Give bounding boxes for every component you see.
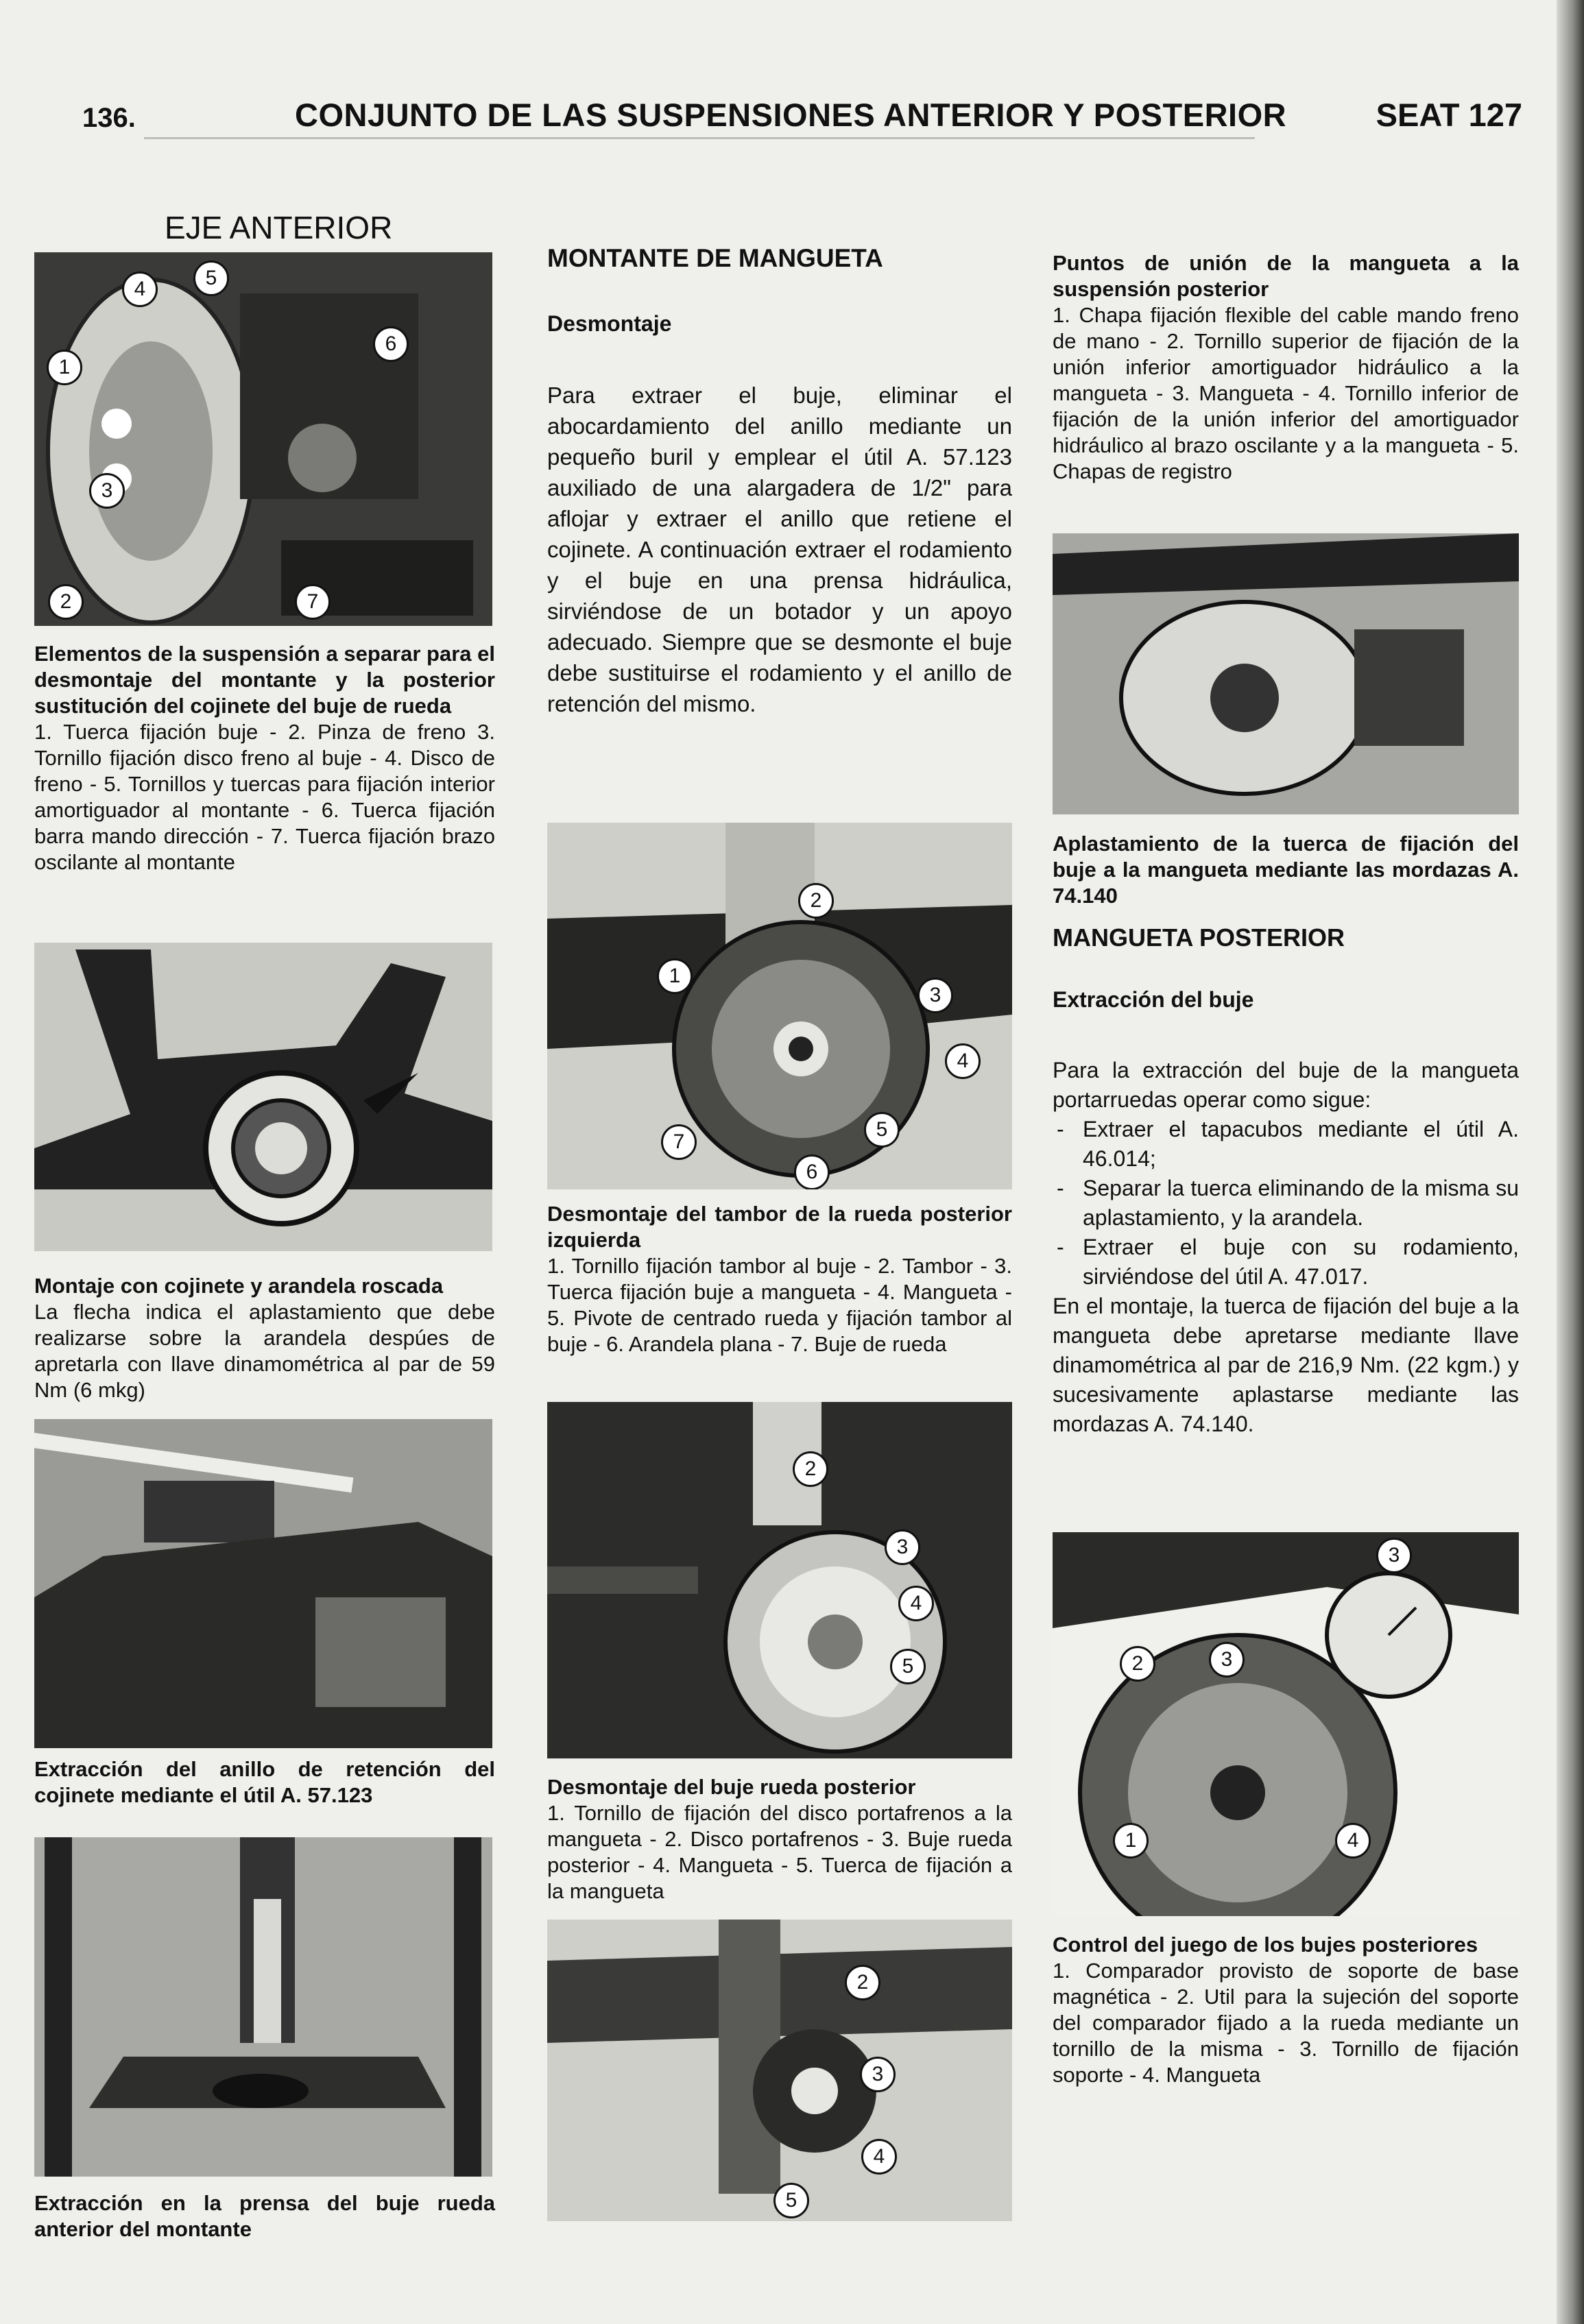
paragraph-desmontaje: Para extraer el buje, eliminar el abocardamiento del anillo mediante un pequeño buril y emplear el útil A. 57.123 auxiliado de una alargadera de 1/2" para aflojar y extraer el anillo que retiene el cojinete. A continuación extraer el rodamiento y el buje en una prensa hidráulica, sirviéndose de un botador y un apoyo adecuado. Siempre que se desmonte el buje debe sustituirse el rodamiento y el anillo de retención del mismo.: [547, 383, 1012, 716]
photo-nut-staking-drawing: [1053, 533, 1519, 814]
callout-6: 6: [794, 1154, 830, 1189]
callout-1: 1: [657, 958, 693, 994]
callout-4: 4: [122, 271, 158, 307]
photo-knuckle-rear-drawing: [547, 1920, 1012, 2221]
page-header: [82, 96, 1522, 151]
page-title: CONJUNTO DE LAS SUSPENSIONES ANTERIOR Y POSTERIOR: [295, 97, 1287, 133]
caption-hub-removal-text: 1. Tornillo de fijación del disco portafrenos a la mangueta - 2. Disco portafrenos - 3. Buje rueda posterior - 4. Mangueta - 5. Tuerca de fijación a la mangueta: [547, 1801, 1012, 1903]
step-item: - Extraer el tapacubos mediante el útil A. 46.014;: [1053, 1115, 1519, 1174]
caption-hub-removal-title: Desmontaje del buje rueda posterior: [547, 1775, 916, 1799]
header-rule: [144, 137, 1255, 139]
caption-ring-extraction-title: Extracción del anillo de retención del cojinete mediante el útil A. 57.123: [34, 1757, 495, 1807]
photo-ring-extraction: [34, 1419, 492, 1748]
caption-bearing-mount-text: La flecha indica el aplastamiento que debe realizarse sobre la arandela despúes de apretarla con llave dinamométrica al par de 59 Nm (6 mkg): [34, 1300, 495, 1402]
callout-2: 2: [845, 1965, 880, 2000]
intro-text: Para la extracción del buje de la mangueta portarruedas operar como sigue:: [1053, 1058, 1519, 1112]
photo-bearing-play-check-drawing: [1053, 1532, 1519, 1916]
caption-press-extraction-title: Extracción en la prensa del buje rueda anterior del montante: [34, 2191, 495, 2241]
callout-5: 5: [890, 1649, 926, 1684]
callout-4: 4: [945, 1043, 981, 1079]
callout-3b: 3: [1209, 1642, 1245, 1678]
callout-7: 7: [661, 1124, 697, 1160]
page-number: 136.: [82, 103, 136, 133]
caption-bearing-mount-title: Montaje con cojinete y arandela roscada: [34, 1274, 444, 1298]
photo-hub-removal: [547, 1402, 1012, 1758]
callout-4: 4: [1335, 1823, 1371, 1859]
photo-ring-extraction-drawing: [34, 1419, 492, 1748]
caption-drum-removal: [547, 1201, 1012, 1357]
section-title-mangueta-posterior: MANGUETA POSTERIOR: [1053, 923, 1345, 952]
caption-rear-joint-points: [1053, 250, 1519, 485]
caption-press-extraction: [34, 2190, 495, 2242]
brand-label: SEAT 127: [1376, 97, 1522, 133]
callout-7: 7: [295, 584, 331, 620]
photo-press-extraction: [34, 1837, 492, 2177]
subsection-title-desmontaje: Desmontaje: [547, 311, 672, 336]
callout-6: 6: [373, 326, 409, 362]
callout-1: 1: [47, 350, 82, 385]
callout-2: 2: [793, 1451, 828, 1487]
photo-bearing-mount-drawing: [34, 943, 492, 1251]
callout-3: 3: [860, 2057, 896, 2092]
callout-5: 5: [193, 261, 229, 296]
caption-front-elements-title: Elementos de la suspensión a separar para el desmontaje del montante y la posterior sustitución del cojinete del buje de rueda: [34, 642, 495, 718]
closing-text: En el montaje, la tuerca de fijación del buje a la mangueta debe apretarse mediante llave dinamométrica al par de 216,9 Nm. (22 kgm.) y sucesivamente aplastarse mediante las mordazas A. 74.140.: [1053, 1294, 1519, 1436]
callout-3: 3: [917, 978, 953, 1013]
caption-nut-staking-title: Aplastamiento de la tuerca de fijación del buje a la mangueta mediante las mordazas A. 74.140: [1053, 832, 1519, 908]
callout-5: 5: [864, 1112, 900, 1148]
photo-press-extraction-drawing: [34, 1837, 492, 2177]
step-item: - Extraer el buje con su rodamiento, sirviéndose del útil A. 47.017.: [1053, 1233, 1519, 1292]
photo-bearing-mount: [34, 943, 492, 1251]
callout-3: 3: [885, 1529, 920, 1565]
photo-front-suspension: [34, 252, 492, 626]
callout-4: 4: [861, 2139, 897, 2175]
caption-bearing-play-check-text: 1. Comparador provisto de soporte de base magnética - 2. Util para la sujeción del soporte del comparador fijado a la rueda mediante un tornillo de la misma - 3. Tornillo de fijación soporte - 4. Mangueta: [1053, 1959, 1519, 2087]
caption-drum-removal-text: 1. Tornillo fijación tambor al buje - 2. Tambor - 3. Tuerca fijación buje a mangueta - 4. Mangueta - 5. Pivote de centrado rueda y fijación tambor al buje - 6. Arandela plana - 7. Buje de rueda: [547, 1254, 1012, 1356]
callout-5: 5: [773, 2183, 809, 2218]
callout-3: 3: [89, 473, 125, 509]
caption-rear-joint-points-title: Puntos de unión de la mangueta a la suspensión posterior: [1053, 251, 1519, 301]
caption-front-elements: [34, 641, 495, 875]
caption-drum-removal-title: Desmontaje del tambor de la rueda posterior izquierda: [547, 1202, 1012, 1252]
page-edge-shadow: [1557, 0, 1584, 2324]
callout-4: 4: [898, 1586, 934, 1621]
photo-drum-removal: [547, 823, 1012, 1189]
photo-hub-removal-drawing: [547, 1402, 1012, 1758]
caption-bearing-play-check-title: Control del juego de los bujes posteriores: [1053, 1933, 1478, 1957]
section-title-eje-anterior: EJE ANTERIOR: [165, 210, 393, 245]
photo-nut-staking: [1053, 533, 1519, 814]
photo-bearing-play-check: [1053, 1532, 1519, 1916]
subsection-title-extraccion-buje: Extracción del buje: [1053, 987, 1254, 1012]
callout-2: 2: [1120, 1646, 1155, 1682]
caption-rear-joint-points-text: 1. Chapa fijación flexible del cable mando freno de mano - 2. Tornillo superior de fijación de la unión inferior amortiguador hidráulico a la mangueta - 3. Mangueta - 4. Tornillo inferior de fijación de la unión inferior del amortiguador hidráulico al brazo oscilante y a la mangueta - 5. Chapas de registro: [1053, 303, 1519, 483]
caption-bearing-play-check: [1053, 1932, 1519, 2088]
caption-front-elements-text: 1. Tuerca fijación buje - 2. Pinza de freno 3. Tornillo fijación disco freno al buje - 4. Disco de freno - 5. Tornillos y tuercas para fijación interior amortiguador al montante - 6. Tuerca fijación barra mando dirección - 7. Tuerca fijación brazo oscilante al montante: [34, 720, 495, 874]
photo-knuckle-rear: [547, 1920, 1012, 2221]
caption-nut-staking: [1053, 831, 1519, 909]
callout-1: 1: [1113, 1823, 1149, 1859]
caption-ring-extraction: [34, 1756, 495, 1808]
callout-2: 2: [798, 883, 834, 919]
steps-list: [1053, 1115, 1519, 1292]
photo-front-suspension-drawing: [34, 252, 492, 626]
step-item: - Separar la tuerca eliminando de la misma su aplastamiento, y la arandela.: [1053, 1174, 1519, 1233]
section-title-montante: MONTANTE DE MANGUETA: [547, 244, 883, 272]
callout-3: 3: [1376, 1538, 1412, 1573]
callout-2: 2: [48, 584, 84, 620]
caption-hub-removal: [547, 1774, 1012, 1904]
caption-bearing-mount: [34, 1273, 495, 1403]
body-extraccion-buje: [1053, 1056, 1519, 1439]
